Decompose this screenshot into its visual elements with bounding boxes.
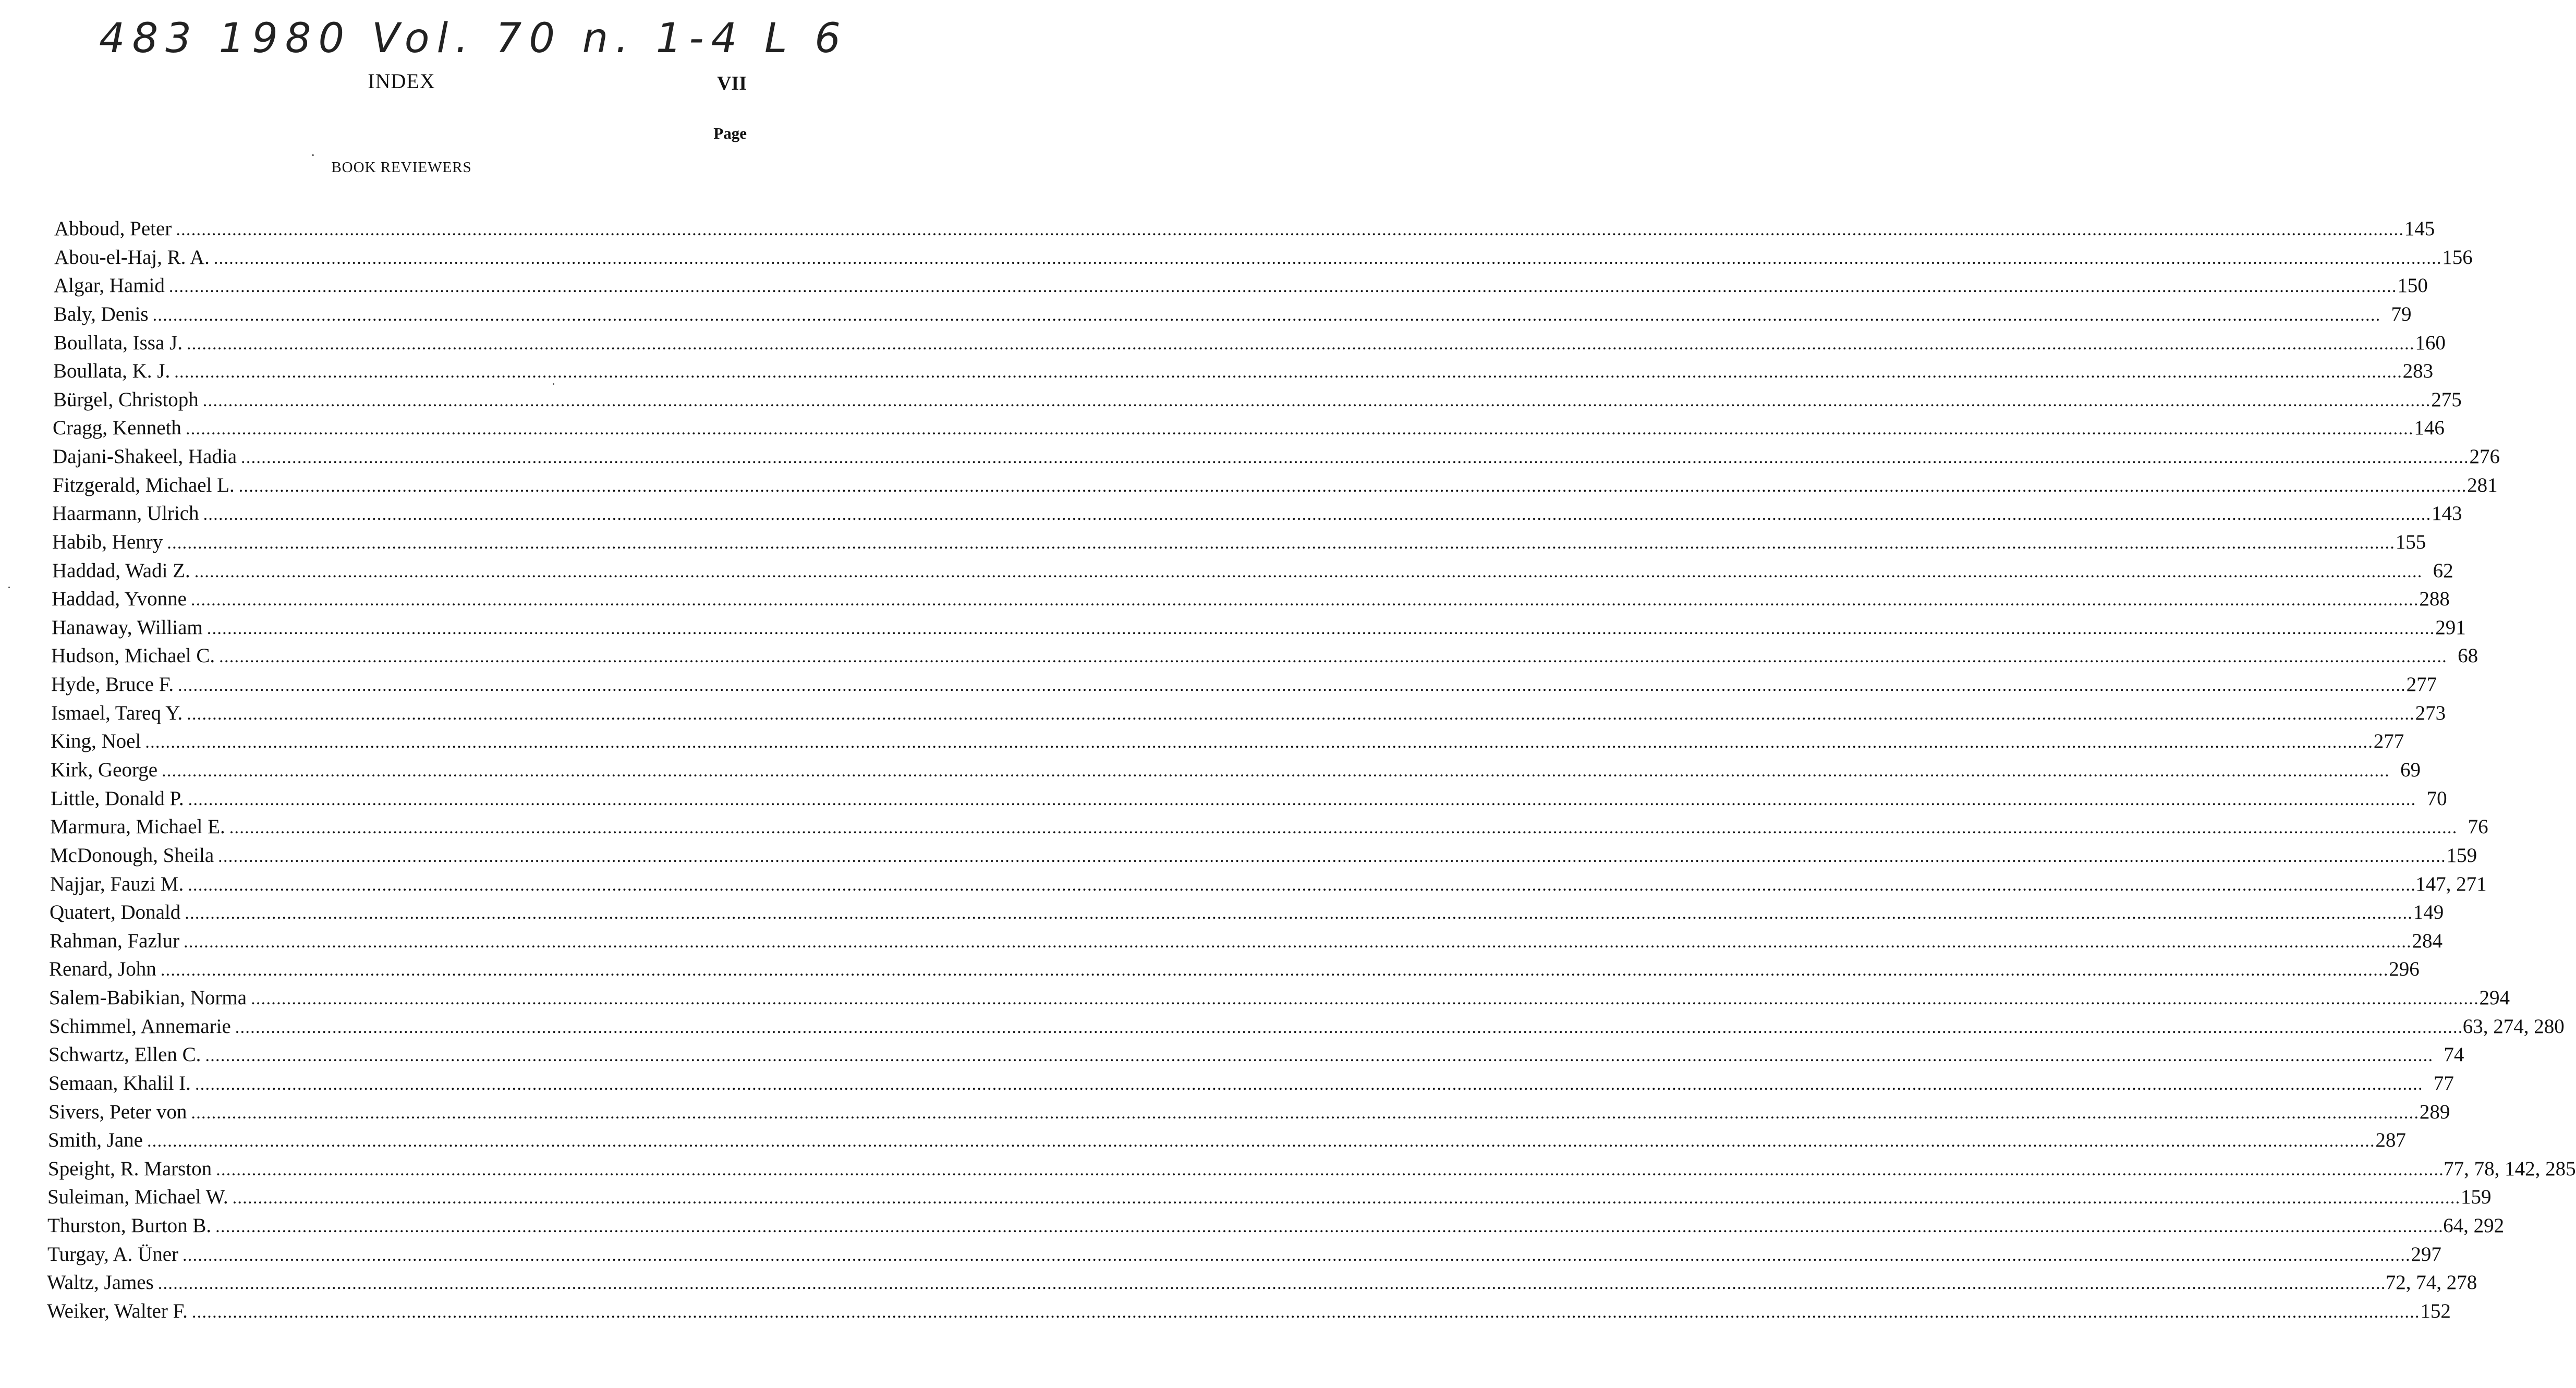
dot-leader [251, 985, 2476, 1013]
index-entry [48, 1155, 2576, 1183]
reviewer-name: Dajani-Shakeel, Hadia [53, 445, 237, 468]
dot-leader [187, 330, 2412, 358]
index-entry [48, 1041, 2464, 1069]
reviewer-name: McDonough, Sheila [50, 844, 214, 867]
page-references: 77, 78, 142, 285 [2444, 1158, 2576, 1180]
dot-leader [188, 786, 2414, 814]
page-references: 156 [2442, 246, 2473, 269]
dot-leader [233, 1184, 2458, 1212]
index-entry [52, 614, 2466, 642]
index-entry [54, 300, 2412, 328]
reviewer-name: Abboud, Peter [54, 217, 172, 240]
reviewer-name: Renard, John [49, 958, 156, 980]
dot-leader [195, 558, 2420, 586]
reviewer-name: Najjar, Fauzi M. [50, 873, 184, 895]
index-entry [52, 557, 2453, 585]
page-references: 77 [2433, 1072, 2454, 1094]
dot-leader [191, 1099, 2416, 1127]
page-references: 72, 74, 278 [2385, 1271, 2477, 1294]
reviewer-name: Hanaway, William [52, 616, 203, 639]
index-entry [50, 927, 2443, 955]
reviewer-name: Speight, R. Marston [48, 1158, 212, 1180]
dot-leader [216, 1156, 2441, 1184]
index-entry [50, 842, 2477, 870]
reviewer-name: Ismael, Tareq Y. [51, 702, 183, 724]
reviewer-name: Waltz, James [47, 1271, 154, 1294]
handwritten-note-text: 483 1980 Vol. 70 n. 1-4 L 6 [99, 15, 848, 62]
index-entry [51, 699, 2446, 727]
index-entry [54, 243, 2473, 272]
page-references: 76 [2468, 815, 2488, 838]
reviewer-name: Habib, Henry [52, 531, 163, 553]
section-title: BOOK REVIEWERS [331, 159, 472, 176]
dot-leader [176, 216, 2401, 244]
reviewer-name: King, Noel [51, 730, 141, 752]
reviewer-name: Sivers, Peter von [48, 1101, 187, 1123]
index-entry [54, 215, 2435, 243]
page-references: 159 [2461, 1186, 2492, 1208]
dot-leader [235, 1014, 2461, 1042]
reviewer-name: Abou-el-Haj, R. A. [54, 246, 210, 269]
index-entry [51, 756, 2421, 784]
index-entry [53, 471, 2498, 500]
page-references: 62 [2433, 559, 2453, 582]
index-entry [54, 329, 2446, 357]
reviewer-name: Rahman, Fazlur [50, 930, 180, 952]
index-entry [49, 984, 2510, 1012]
reviewer-name: Suleiman, Michael W. [47, 1186, 228, 1208]
paper-speck [8, 587, 10, 588]
page-references: 277 [2406, 673, 2437, 696]
reviewer-name: Semaan, Khalil I. [48, 1072, 191, 1094]
page-references: 63, 274, 280 [2462, 1015, 2565, 1038]
page-references: 289 [2419, 1101, 2450, 1123]
index-entry [52, 528, 2426, 556]
index-entry [53, 443, 2500, 471]
page-references: 155 [2395, 531, 2426, 553]
paper-speck [312, 154, 314, 156]
index-entry [50, 898, 2444, 927]
page-references: 277 [2373, 730, 2404, 752]
index-entry [47, 1183, 2492, 1211]
dot-leader [169, 273, 2395, 301]
dot-leader [161, 956, 2386, 984]
reviewer-name: Little, Donald P. [51, 787, 184, 810]
dot-leader [205, 1042, 2431, 1070]
reviewer-name: Weiker, Walter F. [47, 1300, 188, 1322]
reviewer-name: Haarmann, Ulrich [52, 502, 199, 525]
page-references: 74 [2444, 1043, 2464, 1066]
reviewer-name: Boullata, Issa J. [54, 332, 183, 354]
dot-leader [162, 757, 2387, 785]
index-entry [47, 1269, 2477, 1297]
dot-leader [178, 672, 2403, 700]
dot-leader [214, 245, 2439, 273]
page-references: 69 [2400, 759, 2421, 781]
page-references: 294 [2479, 987, 2510, 1009]
page-column-header: Page [713, 124, 747, 142]
index-entry [54, 272, 2428, 300]
reviewer-name: Thurston, Burton B. [47, 1214, 212, 1237]
index-entry [50, 870, 2487, 898]
reviewer-name: Algar, Hamid [54, 274, 165, 297]
reviewer-name: Cragg, Kenneth [53, 417, 181, 439]
page-references: 68 [2458, 644, 2478, 667]
page-references: 64, 292 [2443, 1214, 2505, 1237]
reviewer-name: Baly, Denis [54, 303, 149, 325]
dot-leader [219, 643, 2445, 671]
page-references: 145 [2404, 217, 2435, 240]
page-references: 273 [2415, 702, 2446, 724]
page-references: 275 [2431, 388, 2462, 411]
page-references: 287 [2375, 1129, 2406, 1151]
page-references: 283 [2402, 360, 2434, 382]
index-entry [47, 1240, 2441, 1269]
dot-leader [218, 843, 2444, 871]
reviewer-name: Haddad, Wadi Z. [52, 559, 190, 582]
index-entry [49, 1013, 2565, 1041]
page-references: 79 [2391, 303, 2412, 325]
dot-leader [158, 1270, 2384, 1298]
reviewer-name: Smith, Jane [48, 1129, 143, 1151]
index-entry [51, 785, 2447, 813]
page-references: 146 [2414, 417, 2445, 439]
dot-leader [145, 728, 2371, 757]
index-entry [50, 813, 2488, 841]
page-references: 291 [2435, 616, 2466, 639]
reviewer-name: Quatert, Donald [50, 901, 181, 923]
index-entry [48, 1098, 2450, 1126]
page-references: 281 [2467, 474, 2498, 496]
page-references: 160 [2415, 332, 2446, 354]
page-references: 149 [2413, 901, 2444, 923]
page-references: 296 [2389, 958, 2420, 980]
index-entry [53, 386, 2462, 414]
index-entry [51, 671, 2437, 699]
index-entry [53, 414, 2445, 442]
dot-leader [215, 1213, 2441, 1241]
dot-leader [153, 301, 2378, 330]
index-entry [52, 500, 2462, 528]
index-entry [47, 1297, 2451, 1325]
reviewer-name: Turgay, A. Üner [47, 1243, 178, 1265]
dot-leader [184, 928, 2409, 956]
index-entry [51, 642, 2478, 670]
index-entry [52, 585, 2450, 613]
page-number: VII [716, 72, 747, 94]
page-references: 297 [2411, 1243, 2441, 1265]
paper-speck [553, 383, 554, 385]
page-references: 276 [2469, 445, 2500, 468]
dot-leader [195, 1070, 2421, 1099]
page-references: 159 [2446, 844, 2477, 867]
index-entry [53, 357, 2434, 385]
dot-leader [167, 529, 2392, 557]
index-entry [51, 727, 2404, 756]
dot-leader [191, 586, 2416, 614]
page-title: INDEX [368, 69, 435, 93]
dot-leader [187, 700, 2412, 728]
reviewer-name: Hudson, Michael C. [51, 644, 215, 667]
dot-leader [185, 899, 2410, 928]
reviewer-name: Boullata, K. J. [53, 360, 171, 382]
reviewer-name: Schwartz, Ellen C. [48, 1043, 201, 1066]
index-entry [48, 1069, 2454, 1098]
page-references: 150 [2397, 274, 2428, 297]
index-entry [49, 955, 2420, 983]
reviewer-name: Fitzgerald, Michael L. [53, 474, 235, 496]
dot-leader [183, 1241, 2408, 1270]
dot-leader [147, 1127, 2373, 1155]
dot-leader [203, 387, 2428, 415]
index-entry [47, 1212, 2505, 1240]
dot-leader [241, 444, 2466, 472]
reviewer-name: Bürgel, Christoph [53, 388, 199, 411]
reviewer-name: Salem-Babikian, Norma [49, 987, 247, 1009]
page-references: 147, 271 [2415, 873, 2487, 895]
dot-leader [188, 871, 2413, 899]
page-references: 152 [2420, 1300, 2451, 1322]
page-references: 284 [2412, 930, 2443, 952]
dot-leader [186, 415, 2411, 443]
page-references: 288 [2419, 588, 2450, 610]
reviewer-name: Hyde, Bruce F. [51, 673, 174, 696]
reviewer-name: Schimmel, Annemarie [49, 1015, 231, 1038]
reviewer-name: Marmura, Michael E. [50, 815, 225, 838]
dot-leader [229, 814, 2455, 842]
index-entry [48, 1126, 2406, 1154]
dot-leader [174, 358, 2400, 386]
reviewer-name: Kirk, George [51, 759, 158, 781]
page-references: 143 [2431, 502, 2462, 525]
dot-leader [192, 1298, 2417, 1326]
dot-leader [203, 501, 2429, 529]
dot-leader [207, 615, 2433, 643]
reviewer-name: Haddad, Yvonne [52, 588, 187, 610]
dot-leader [239, 472, 2464, 501]
page-references: 70 [2426, 787, 2447, 810]
